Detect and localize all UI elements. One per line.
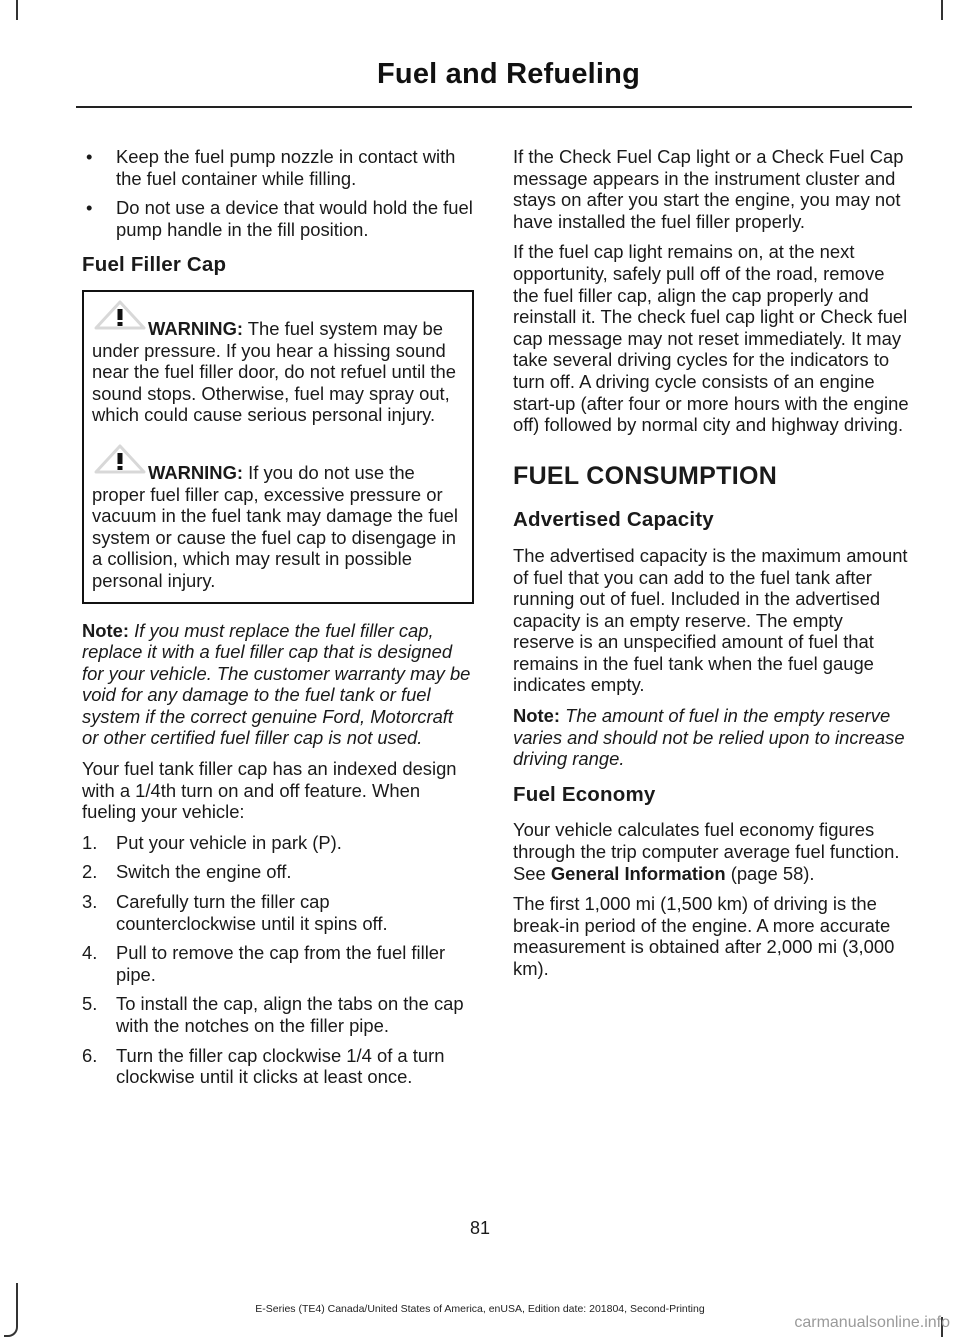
right-column	[513, 146, 909, 989]
note-text: If you must replace the fuel filler cap, replace it with a fuel filler cap that is designed for your vehicle. The customer warranty may be void for any damage to the fuel tank or fuel system if the correct genuine Ford, Motorcraft or other certified fuel filler cap is not used.	[82, 619, 471, 749]
footer-edition-info: E-Series (TE4) Canada/United States of America, enUSA, Edition date: 201804, Second-Printing	[255, 1303, 705, 1315]
list-item	[82, 942, 474, 985]
body-paragraph: If the Check Fuel Cap light or a Check Fuel Cap message appears in the instrument cluster and stays on after you start the engine, you may not have installed the fuel filler properly.	[513, 146, 904, 232]
crop-mark-top-right	[941, 0, 943, 20]
list-item	[82, 146, 474, 189]
body-text: (page 58).	[725, 862, 815, 884]
page-title: Fuel and Refueling	[377, 58, 640, 90]
body-text: Your vehicle calculates fuel economy figures through the trip computer average fuel function. See	[513, 819, 900, 884]
list-item	[82, 832, 474, 854]
body-paragraph: The advertised capacity is the maximum amount of fuel that you can add to the fuel tank after running out of fuel. Included in the advertised capacity is an empty reserve. The empty reserve is an unspecified amount of fuel that remains in the fuel tank when the fuel gauge indicates empty.	[513, 544, 908, 696]
note-text: The amount of fuel in the empty reserve varies and should not be relied upon to increase driving range.	[513, 705, 905, 770]
left-column	[82, 146, 474, 1096]
step-number: 6.	[82, 1044, 98, 1066]
bullet-text: Do not use a device that would hold the fuel pump handle in the fill position.	[116, 197, 473, 240]
bullet-marker: •	[86, 146, 93, 167]
step-number: 4.	[82, 942, 98, 964]
step-number: 1.	[82, 831, 98, 853]
cross-reference-link[interactable]: General Information	[550, 862, 726, 884]
note-paragraph	[82, 620, 474, 750]
warning-triangle-icon	[94, 300, 146, 330]
note-label: Note:	[513, 705, 560, 727]
step-text: Pull to remove the cap from the fuel filler pipe.	[116, 942, 446, 985]
warning-block	[92, 444, 464, 592]
crop-mark-top-left	[16, 0, 18, 20]
body-paragraph: If the fuel cap light remains on, at the next opportunity, safely pull off of the road, remove the fuel filler cap, align the cap properly and reinstall it. The check fuel cap light or Check fuel cap message may not reset immediately. It may take several driving cycles for the indicators to turn off. A driving cycle consists of an engine start-up (after four or more hours with the engine off) followed by normal city and highway driving.	[513, 241, 909, 436]
step-text: Carefully turn the filler cap counterclockwise until it spins off.	[116, 891, 388, 934]
warning-triangle-icon	[94, 444, 146, 474]
heading-advertised-capacity: Advertised Capacity	[513, 508, 714, 532]
step-number: 5.	[82, 993, 98, 1015]
list-item	[82, 197, 474, 240]
bullet-marker: •	[86, 197, 93, 219]
step-number: 2.	[82, 861, 98, 883]
page-number: 81	[469, 1218, 491, 1238]
warning-label: WARNING:	[148, 461, 244, 483]
list-item	[82, 1045, 474, 1088]
header-divider	[76, 106, 912, 108]
heading-fuel-economy: Fuel Economy	[513, 782, 656, 806]
bullet-text: Keep the fuel pump nozzle in contact with the fuel container while filling.	[116, 146, 456, 189]
warning-paragraph	[92, 300, 464, 426]
watermark: carmanualsonline.info	[794, 1314, 950, 1331]
warning-text: The fuel system may be under pressure. If you hear a hissing sound near the fuel filler door, do not refuel until the sound stops. Otherwise, fuel may spray out, which could cause serious personal injury.	[92, 317, 456, 426]
step-text: Switch the engine off.	[116, 861, 292, 883]
warning-label: WARNING:	[148, 317, 244, 339]
warning-text: If you do not use the proper fuel filler cap, excessive pressure or vacuum in the fuel tank may damage the fuel system or cause the fuel cap to disengage in a collision, which may result in possible personal injury.	[92, 461, 458, 591]
list-item	[82, 891, 474, 934]
body-paragraph: Your fuel tank filler cap has an indexed design with a 1/4th turn on and off feature. When fueling your vehicle:	[82, 758, 457, 823]
list-item	[82, 861, 474, 883]
section-title-fuel-consumption: FUEL CONSUMPTION	[513, 461, 778, 490]
warning-box	[82, 290, 474, 604]
note-paragraph	[513, 705, 909, 770]
note-label: Note:	[82, 619, 129, 641]
heading-fuel-filler-cap: Fuel Filler Cap	[82, 253, 227, 277]
step-text: To install the cap, align the tabs on the cap with the notches on the filler pipe.	[116, 993, 464, 1036]
step-text: Turn the filler cap clockwise 1/4 of a turn clockwise until it clicks at least once.	[116, 1044, 445, 1088]
step-text: Put your vehicle in park (P).	[116, 831, 342, 853]
warning-paragraph	[92, 444, 464, 592]
list-item	[82, 993, 474, 1036]
warning-block	[92, 300, 464, 426]
body-paragraph	[513, 819, 909, 884]
step-number: 3.	[82, 891, 98, 913]
body-paragraph: The first 1,000 mi (1,500 km) of driving is the break-in period of the engine. A more accurate measurement is obtained after 2,000 mi (3,000 km).	[513, 893, 895, 979]
